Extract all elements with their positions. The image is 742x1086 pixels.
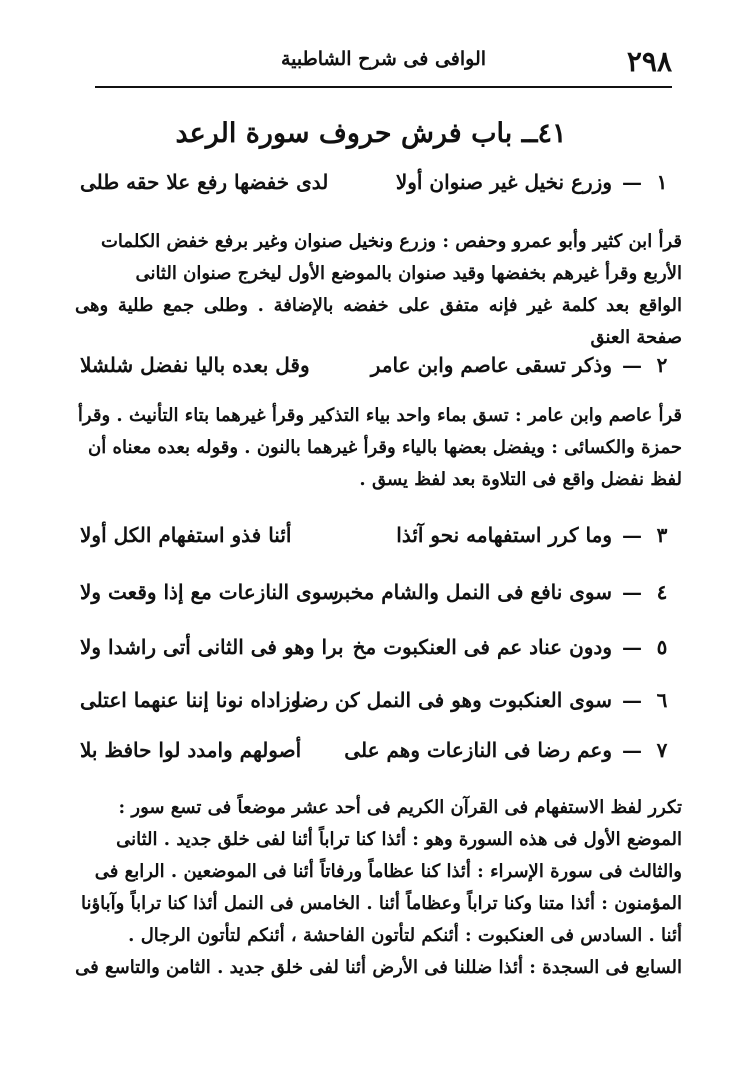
- text-line: المؤمنون : أئذا متنا وكنا تراباً وعظاماً أئنا . الخامس فى النمل أئذا كنا تراباً وآباؤنا: [81, 893, 682, 914]
- verse-number: ٧: [656, 738, 668, 762]
- text-line: حمزة والكسائى : ويفضل بعضها بالياء وقرأ غيرهما بالنون . وقوله بعده معناه أن: [88, 437, 682, 458]
- verse-dash: —: [622, 580, 642, 604]
- verse-5: [80, 635, 682, 675]
- verse-second-hemistich: وزاداه نونا إننا عنهما اعتلى: [80, 688, 301, 712]
- verse-dash: —: [622, 635, 642, 659]
- verse-number: ٤: [656, 580, 668, 604]
- text-line: السابع فى السجدة : أئذا ضللنا فى الأرض أئنا لفى خلق جديد . الثامن والتاسع فى: [75, 957, 682, 978]
- verse-7: [80, 738, 682, 778]
- text-line: الأربع وقرأ غيرهم بخفضها وقيد صنوان بالموضع الأول ليخرج صنوان الثانى: [135, 263, 682, 284]
- commentary-1: [75, 226, 682, 354]
- verse-first-hemistich: وعم رضا فى النازعات وهم على: [344, 738, 612, 762]
- verse-dash: —: [622, 170, 642, 194]
- text-line: لفظ نفضل واقع فى التلاوة بعد لفظ يسق .: [359, 469, 682, 490]
- text-line: أئنا . السادس فى العنكبوت : أئنكم لتأتون الفاحشة ، أئنكم لتأتون الرجال .: [128, 925, 682, 946]
- verse-second-hemistich: لدى خفضها رفع علا حقه طلى: [80, 170, 329, 194]
- text-line: الواقع بعد كلمة غير فإنه متفق على خفضه بالإضافة . وطلى جمع طلية وهى صفحة العنق: [75, 295, 682, 348]
- verse-number: ١: [656, 170, 668, 194]
- chapter-title: ٤١ــ باب فرش حروف سورة الرعد: [175, 118, 567, 149]
- verse-number: ٦: [656, 688, 668, 712]
- verse-second-hemistich: برا وهو فى الثانى أتى راشدا ولا: [80, 635, 344, 659]
- text-line: الموضع الأول فى هذه السورة وهو : أئذا كنا تراباً أئنا لفى خلق جديد . الثانى: [116, 829, 682, 850]
- verse-number: ٥: [656, 635, 668, 659]
- verse-1: [80, 170, 682, 210]
- verse-first-hemistich: وما كرر استفهامه نحو آئذا: [396, 523, 612, 547]
- commentary-2: [75, 400, 682, 496]
- page-number: ٢٩٨: [626, 45, 672, 78]
- text-line: قرأ ابن كثير وأبو عمرو وحفص : وزرع ونخيل صنوان وغير برفع خفض الكلمات: [100, 231, 682, 252]
- verse-first-hemistich: وزرع نخيل غير صنوان أولا: [395, 170, 612, 194]
- commentary-3: [75, 792, 682, 984]
- verse-6: [80, 688, 682, 728]
- verse-first-hemistich: سوى العنكبوت وهو فى النمل كن رضا: [295, 688, 612, 712]
- verse-second-hemistich: سوى النازعات مع إذا وقعت ولا: [80, 580, 339, 604]
- verse-number: ٣: [656, 523, 668, 547]
- verse-second-hemistich: أئنا فذو استفهام الكل أولا: [80, 523, 292, 547]
- verse-dash: —: [622, 353, 642, 377]
- verse-4: [80, 580, 682, 620]
- verse-2: [80, 353, 682, 393]
- verse-first-hemistich: ودون عناد عم فى العنكبوت مخ: [352, 635, 612, 659]
- header-rule: [95, 86, 672, 88]
- text-line: والثالث فى سورة الإسراء : أئذا كنا عظاماً ورفاتاً أئنا فى الموضعين . الرابع فى: [94, 861, 682, 882]
- page-header: [95, 42, 672, 82]
- running-title: الوافى فى شرح الشاطبية: [280, 48, 487, 70]
- verse-dash: —: [622, 523, 642, 547]
- verse-first-hemistich: سوى نافع فى النمل والشام مخبر: [333, 580, 612, 604]
- verse-second-hemistich: وقل بعده باليا نفضل شلشلا: [80, 353, 310, 377]
- verse-second-hemistich: أصولهم وامدد لوا حافظ بلا: [80, 738, 302, 762]
- verse-dash: —: [622, 738, 642, 762]
- verse-dash: —: [622, 688, 642, 712]
- text-line: تكرر لفظ الاستفهام فى القرآن الكريم فى أحد عشر موضعاً فى تسع سور :: [118, 797, 682, 818]
- verse-first-hemistich: وذكر تسقى عاصم وابن عامر: [370, 353, 612, 377]
- text-line: قرأ عاصم وابن عامر : تسق بماء واحد بياء التذكير وقرأ غيرهما بتاء التأنيث . وقرأ: [77, 405, 682, 426]
- verse-3: [80, 523, 682, 563]
- verse-number: ٢: [656, 353, 668, 377]
